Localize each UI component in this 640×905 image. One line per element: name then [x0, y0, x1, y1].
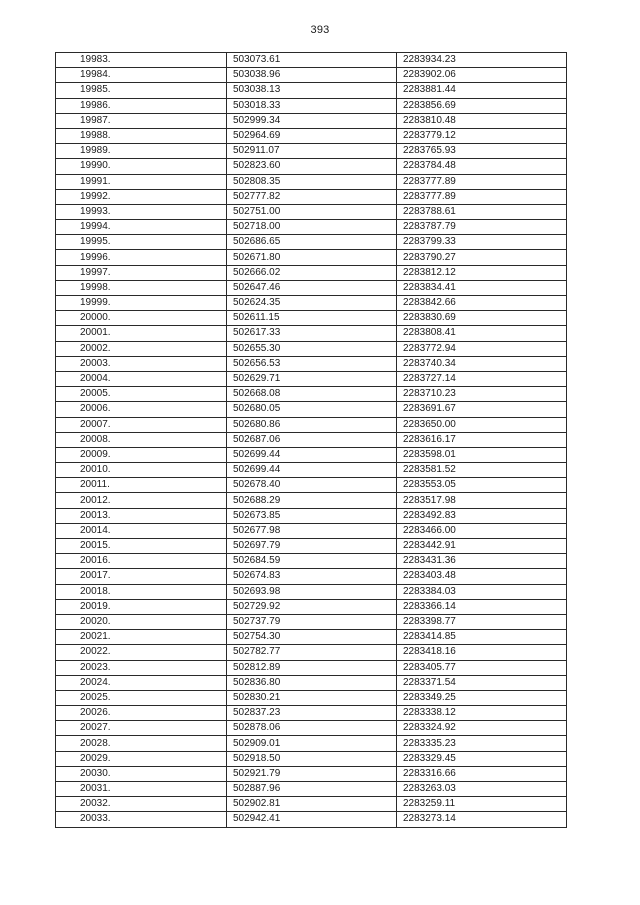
x-coordinate-cell: 502647.46 — [227, 280, 397, 295]
table-row — [56, 614, 567, 629]
y-coordinate-cell: 2283384.03 — [397, 584, 567, 599]
point-number-cell: 20013. — [56, 508, 227, 523]
y-coordinate-cell: 2283414.85 — [397, 630, 567, 645]
table-row — [56, 417, 567, 432]
x-coordinate-cell: 502699.44 — [227, 463, 397, 478]
point-number-cell: 20002. — [56, 341, 227, 356]
y-coordinate-cell: 2283777.89 — [397, 189, 567, 204]
point-number-cell: 20025. — [56, 690, 227, 705]
y-coordinate-cell: 2283881.44 — [397, 83, 567, 98]
x-coordinate-cell: 502921.79 — [227, 766, 397, 781]
table-row — [56, 220, 567, 235]
point-number-cell: 20005. — [56, 387, 227, 402]
y-coordinate-cell: 2283740.34 — [397, 356, 567, 371]
point-number-cell: 20019. — [56, 599, 227, 614]
table-row — [56, 326, 567, 341]
y-coordinate-cell: 2283784.48 — [397, 159, 567, 174]
y-coordinate-cell: 2283691.67 — [397, 402, 567, 417]
table-row — [56, 463, 567, 478]
x-coordinate-cell: 502671.80 — [227, 250, 397, 265]
y-coordinate-cell: 2283442.91 — [397, 539, 567, 554]
x-coordinate-cell: 502887.96 — [227, 782, 397, 797]
table-row — [56, 706, 567, 721]
y-coordinate-cell: 2283902.06 — [397, 68, 567, 83]
y-coordinate-cell: 2283710.23 — [397, 387, 567, 402]
table-row — [56, 371, 567, 386]
y-coordinate-cell: 2283650.00 — [397, 417, 567, 432]
point-number-cell: 20018. — [56, 584, 227, 599]
y-coordinate-cell: 2283398.77 — [397, 614, 567, 629]
point-number-cell: 20001. — [56, 326, 227, 341]
point-number-cell: 19989. — [56, 144, 227, 159]
x-coordinate-cell: 502942.41 — [227, 812, 397, 827]
table-row — [56, 265, 567, 280]
table-row — [56, 204, 567, 219]
point-number-cell: 20030. — [56, 766, 227, 781]
y-coordinate-cell: 2283466.00 — [397, 523, 567, 538]
x-coordinate-cell: 502677.98 — [227, 523, 397, 538]
x-coordinate-cell: 502999.34 — [227, 113, 397, 128]
x-coordinate-cell: 502693.98 — [227, 584, 397, 599]
point-number-cell: 19986. — [56, 98, 227, 113]
y-coordinate-cell: 2283934.23 — [397, 53, 567, 68]
point-number-cell: 19999. — [56, 296, 227, 311]
x-coordinate-cell: 502680.86 — [227, 417, 397, 432]
x-coordinate-cell: 502656.53 — [227, 356, 397, 371]
point-number-cell: 19998. — [56, 280, 227, 295]
table-row — [56, 341, 567, 356]
table-row — [56, 280, 567, 295]
y-coordinate-cell: 2283727.14 — [397, 371, 567, 386]
point-number-cell: 20026. — [56, 706, 227, 721]
table-row — [56, 356, 567, 371]
x-coordinate-cell: 502823.60 — [227, 159, 397, 174]
x-coordinate-cell: 502909.01 — [227, 736, 397, 751]
x-coordinate-cell: 502837.23 — [227, 706, 397, 721]
point-number-cell: 20000. — [56, 311, 227, 326]
y-coordinate-cell: 2283812.12 — [397, 265, 567, 280]
x-coordinate-cell: 502808.35 — [227, 174, 397, 189]
point-number-cell: 19995. — [56, 235, 227, 250]
x-coordinate-cell: 502684.59 — [227, 554, 397, 569]
table-row — [56, 447, 567, 462]
point-number-cell: 19993. — [56, 204, 227, 219]
table-row — [56, 630, 567, 645]
x-coordinate-cell: 503038.96 — [227, 68, 397, 83]
table-row — [56, 387, 567, 402]
y-coordinate-cell: 2283598.01 — [397, 447, 567, 462]
table-row — [56, 599, 567, 614]
y-coordinate-cell: 2283273.14 — [397, 812, 567, 827]
table-row — [56, 782, 567, 797]
x-coordinate-cell: 502782.77 — [227, 645, 397, 660]
x-coordinate-cell: 502830.21 — [227, 690, 397, 705]
x-coordinate-cell: 502617.33 — [227, 326, 397, 341]
y-coordinate-cell: 2283418.16 — [397, 645, 567, 660]
coordinates-table-body — [56, 53, 567, 828]
point-number-cell: 20011. — [56, 478, 227, 493]
point-number-cell: 20020. — [56, 614, 227, 629]
point-number-cell: 20016. — [56, 554, 227, 569]
table-row — [56, 690, 567, 705]
x-coordinate-cell: 502655.30 — [227, 341, 397, 356]
point-number-cell: 20008. — [56, 432, 227, 447]
point-number-cell: 20004. — [56, 371, 227, 386]
x-coordinate-cell: 502697.79 — [227, 539, 397, 554]
y-coordinate-cell: 2283405.77 — [397, 660, 567, 675]
table-row — [56, 584, 567, 599]
table-row — [56, 478, 567, 493]
x-coordinate-cell: 502918.50 — [227, 751, 397, 766]
y-coordinate-cell: 2283779.12 — [397, 128, 567, 143]
table-row — [56, 721, 567, 736]
table-row — [56, 812, 567, 827]
y-coordinate-cell: 2283765.93 — [397, 144, 567, 159]
x-coordinate-cell: 503073.61 — [227, 53, 397, 68]
x-coordinate-cell: 502688.29 — [227, 493, 397, 508]
y-coordinate-cell: 2283371.54 — [397, 675, 567, 690]
x-coordinate-cell: 502964.69 — [227, 128, 397, 143]
x-coordinate-cell: 502878.06 — [227, 721, 397, 736]
point-number-cell: 20006. — [56, 402, 227, 417]
x-coordinate-cell: 502611.15 — [227, 311, 397, 326]
point-number-cell: 20023. — [56, 660, 227, 675]
x-coordinate-cell: 502812.89 — [227, 660, 397, 675]
y-coordinate-cell: 2283324.92 — [397, 721, 567, 736]
x-coordinate-cell: 502678.40 — [227, 478, 397, 493]
x-coordinate-cell: 502629.71 — [227, 371, 397, 386]
point-number-cell: 20027. — [56, 721, 227, 736]
x-coordinate-cell: 502666.02 — [227, 265, 397, 280]
point-number-cell: 19988. — [56, 128, 227, 143]
table-row — [56, 68, 567, 83]
point-number-cell: 19996. — [56, 250, 227, 265]
table-row — [56, 797, 567, 812]
x-coordinate-cell: 502668.08 — [227, 387, 397, 402]
x-coordinate-cell: 502624.35 — [227, 296, 397, 311]
table-row — [56, 159, 567, 174]
table-row — [56, 751, 567, 766]
y-coordinate-cell: 2283787.79 — [397, 220, 567, 235]
table-row — [56, 508, 567, 523]
table-row — [56, 402, 567, 417]
coordinates-table — [55, 52, 567, 828]
table-row — [56, 113, 567, 128]
point-number-cell: 20032. — [56, 797, 227, 812]
table-row — [56, 174, 567, 189]
x-coordinate-cell: 502777.82 — [227, 189, 397, 204]
point-number-cell: 20015. — [56, 539, 227, 554]
y-coordinate-cell: 2283810.48 — [397, 113, 567, 128]
y-coordinate-cell: 2283790.27 — [397, 250, 567, 265]
y-coordinate-cell: 2283259.11 — [397, 797, 567, 812]
table-row — [56, 128, 567, 143]
table-row — [56, 675, 567, 690]
y-coordinate-cell: 2283349.25 — [397, 690, 567, 705]
y-coordinate-cell: 2283808.41 — [397, 326, 567, 341]
table-row — [56, 296, 567, 311]
table-row — [56, 53, 567, 68]
point-number-cell: 20021. — [56, 630, 227, 645]
point-number-cell: 19990. — [56, 159, 227, 174]
point-number-cell: 20033. — [56, 812, 227, 827]
x-coordinate-cell: 502687.06 — [227, 432, 397, 447]
point-number-cell: 20010. — [56, 463, 227, 478]
x-coordinate-cell: 502737.79 — [227, 614, 397, 629]
x-coordinate-cell: 502680.05 — [227, 402, 397, 417]
table-row — [56, 311, 567, 326]
point-number-cell: 19994. — [56, 220, 227, 235]
point-number-cell: 20009. — [56, 447, 227, 462]
y-coordinate-cell: 2283316.66 — [397, 766, 567, 781]
y-coordinate-cell: 2283856.69 — [397, 98, 567, 113]
table-row — [56, 250, 567, 265]
x-coordinate-cell: 502673.85 — [227, 508, 397, 523]
y-coordinate-cell: 2283335.23 — [397, 736, 567, 751]
point-number-cell: 20017. — [56, 569, 227, 584]
table-row — [56, 493, 567, 508]
y-coordinate-cell: 2283616.17 — [397, 432, 567, 447]
point-number-cell: 19997. — [56, 265, 227, 280]
point-number-cell: 20012. — [56, 493, 227, 508]
table-row — [56, 83, 567, 98]
x-coordinate-cell: 502674.83 — [227, 569, 397, 584]
x-coordinate-cell: 502902.81 — [227, 797, 397, 812]
table-row — [56, 660, 567, 675]
x-coordinate-cell: 502911.07 — [227, 144, 397, 159]
table-row — [56, 189, 567, 204]
point-number-cell: 19983. — [56, 53, 227, 68]
y-coordinate-cell: 2283517.98 — [397, 493, 567, 508]
table-row — [56, 523, 567, 538]
y-coordinate-cell: 2283777.89 — [397, 174, 567, 189]
x-coordinate-cell: 502699.44 — [227, 447, 397, 462]
y-coordinate-cell: 2283338.12 — [397, 706, 567, 721]
y-coordinate-cell: 2283772.94 — [397, 341, 567, 356]
y-coordinate-cell: 2283788.61 — [397, 204, 567, 219]
point-number-cell: 20022. — [56, 645, 227, 660]
table-row — [56, 235, 567, 250]
point-number-cell: 19984. — [56, 68, 227, 83]
table-row — [56, 645, 567, 660]
point-number-cell: 19987. — [56, 113, 227, 128]
x-coordinate-cell: 502686.65 — [227, 235, 397, 250]
y-coordinate-cell: 2283329.45 — [397, 751, 567, 766]
y-coordinate-cell: 2283553.05 — [397, 478, 567, 493]
point-number-cell: 20024. — [56, 675, 227, 690]
y-coordinate-cell: 2283492.83 — [397, 508, 567, 523]
table-row — [56, 144, 567, 159]
x-coordinate-cell: 502836.80 — [227, 675, 397, 690]
y-coordinate-cell: 2283403.48 — [397, 569, 567, 584]
point-number-cell: 20003. — [56, 356, 227, 371]
x-coordinate-cell: 503018.33 — [227, 98, 397, 113]
point-number-cell: 20028. — [56, 736, 227, 751]
x-coordinate-cell: 503038.13 — [227, 83, 397, 98]
x-coordinate-cell: 502751.00 — [227, 204, 397, 219]
x-coordinate-cell: 502754.30 — [227, 630, 397, 645]
page-number: 393 — [310, 24, 330, 36]
table-row — [56, 98, 567, 113]
point-number-cell: 19991. — [56, 174, 227, 189]
y-coordinate-cell: 2283842.66 — [397, 296, 567, 311]
y-coordinate-cell: 2283263.03 — [397, 782, 567, 797]
x-coordinate-cell: 502718.00 — [227, 220, 397, 235]
y-coordinate-cell: 2283431.36 — [397, 554, 567, 569]
point-number-cell: 20031. — [56, 782, 227, 797]
y-coordinate-cell: 2283366.14 — [397, 599, 567, 614]
table-row — [56, 736, 567, 751]
table-row — [56, 554, 567, 569]
table-row — [56, 539, 567, 554]
y-coordinate-cell: 2283581.52 — [397, 463, 567, 478]
y-coordinate-cell: 2283799.33 — [397, 235, 567, 250]
point-number-cell: 20014. — [56, 523, 227, 538]
point-number-cell: 20029. — [56, 751, 227, 766]
point-number-cell: 19985. — [56, 83, 227, 98]
table-row — [56, 432, 567, 447]
point-number-cell: 19992. — [56, 189, 227, 204]
y-coordinate-cell: 2283834.41 — [397, 280, 567, 295]
y-coordinate-cell: 2283830.69 — [397, 311, 567, 326]
table-row — [56, 569, 567, 584]
x-coordinate-cell: 502729.92 — [227, 599, 397, 614]
point-number-cell: 20007. — [56, 417, 227, 432]
table-row — [56, 766, 567, 781]
